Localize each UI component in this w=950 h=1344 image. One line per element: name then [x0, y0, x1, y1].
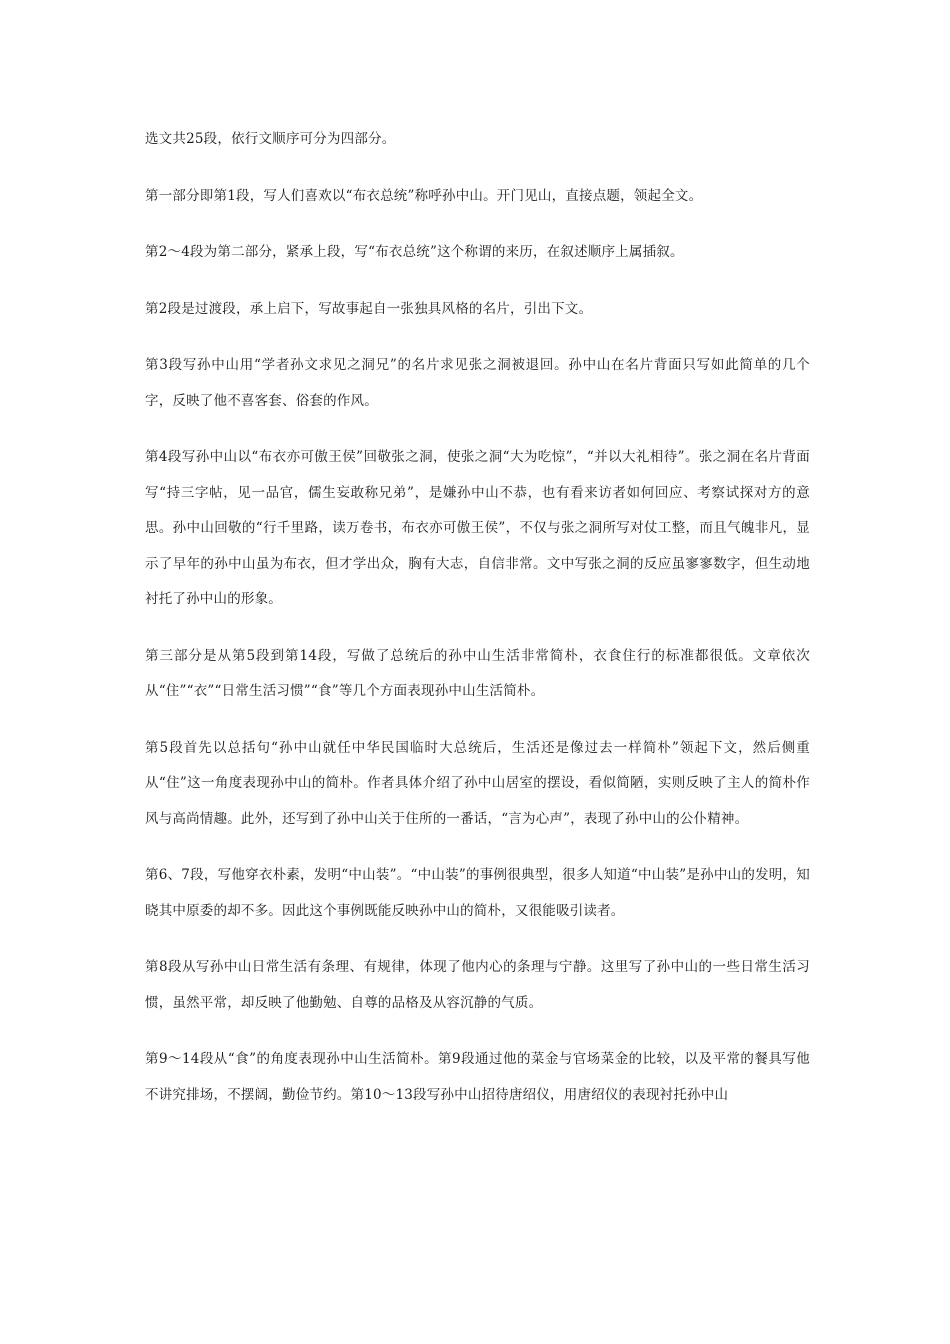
paragraph-10: 第8段从写孙中山日常生活有条理、有规律，体现了他内心的条理与宁静。这里写了孙中山的一些日常生活习惯，虽然平常，却反映了他勤勉、自尊的品格及从容沉静的气质。 — [145, 959, 810, 1011]
paragraph-7: 第三部分是从第5段到第14段，写做了总统后的孙中山生活非常简朴，衣食住行的标准都很低。文章依次从“住”“衣”“日常生活习惯”“食”等几个方面表现孙中山生活简朴。 — [145, 647, 810, 699]
paragraph-2: 第一部分即第1段，写人们喜欢以“布衣总统”称呼孙中山。开门见山，直接点题，领起全文。 — [145, 187, 703, 204]
paragraph-9: 第6、7段，写他穿衣朴素，发明“中山装”。“中山装”的事例很典型，很多人知道“中山装”是孙中山的发明，知晓其中原委的却不多。因此这个事例既能反映孙中山的简朴，又很能吸引读者。 — [145, 867, 810, 919]
paragraph-4: 第2段是过渡段，承上启下，写故事起自一张独具风格的名片，引出下文。 — [145, 300, 593, 317]
paragraph-5: 第3段写孙中山用“学者孙文求见之洞兄”的名片求见张之洞被退回。孙中山在名片背面只写如此简单的几个字，反映了他不喜客套、俗套的作风。 — [145, 357, 810, 409]
paragraph-1: 选文共25段，依行文顺序可分为四部分。 — [145, 131, 396, 147]
paragraph-6: 第4段写孙中山以“布衣亦可傲王侯”回敬张之洞，使张之洞“大为吃惊”，“并以大礼相待”。张之洞在名片背面写“持三字帖，见一品官，儒生妄敢称兄弟”，是嫌孙中山不恭，也有看来访者如何回应、考察试探对方的意思。孙中山回敬的“行千里路，读万卷书，布衣亦可傲王侯”，不仅与张之洞所写对仗工整，而且气魄非凡，显示了早年的孙中山虽为布衣，但才学出众，胸有大志，自信非常。文中写张之洞的反应虽寥寥数字，但生动地衬托了孙中山的形象。 — [145, 449, 810, 607]
paragraph-8: 第5段首先以总括句“孙中山就任中华民国临时大总统后，生活还是像过去一样简朴”领起下文，然后侧重从“住”这一角度表现孙中山的简朴。作者具体介绍了孙中山居室的摆设，看似简陋，实则反映了主人的简朴作风与高尚情趣。此外，还写到了孙中山关于住所的一番话，“言为心声”，表现了孙中山的公仆精神。 — [145, 739, 810, 827]
document-body — [145, 122, 810, 1134]
paragraph-11: 第9～14段从“食”的角度表现孙中山生活简朴。第9段通过他的菜金与官场菜金的比较，以及平常的餐具写他不讲究排场，不摆阔，勤俭节约。第10～13段写孙中山招待唐绍仪，用唐绍仪的表现衬托孙中山 — [145, 1051, 810, 1103]
paragraph-3: 第2～4段为第二部分，紧承上段，写“布衣总统”这个称谓的来历，在叙述顺序上属插叙。 — [145, 244, 684, 260]
